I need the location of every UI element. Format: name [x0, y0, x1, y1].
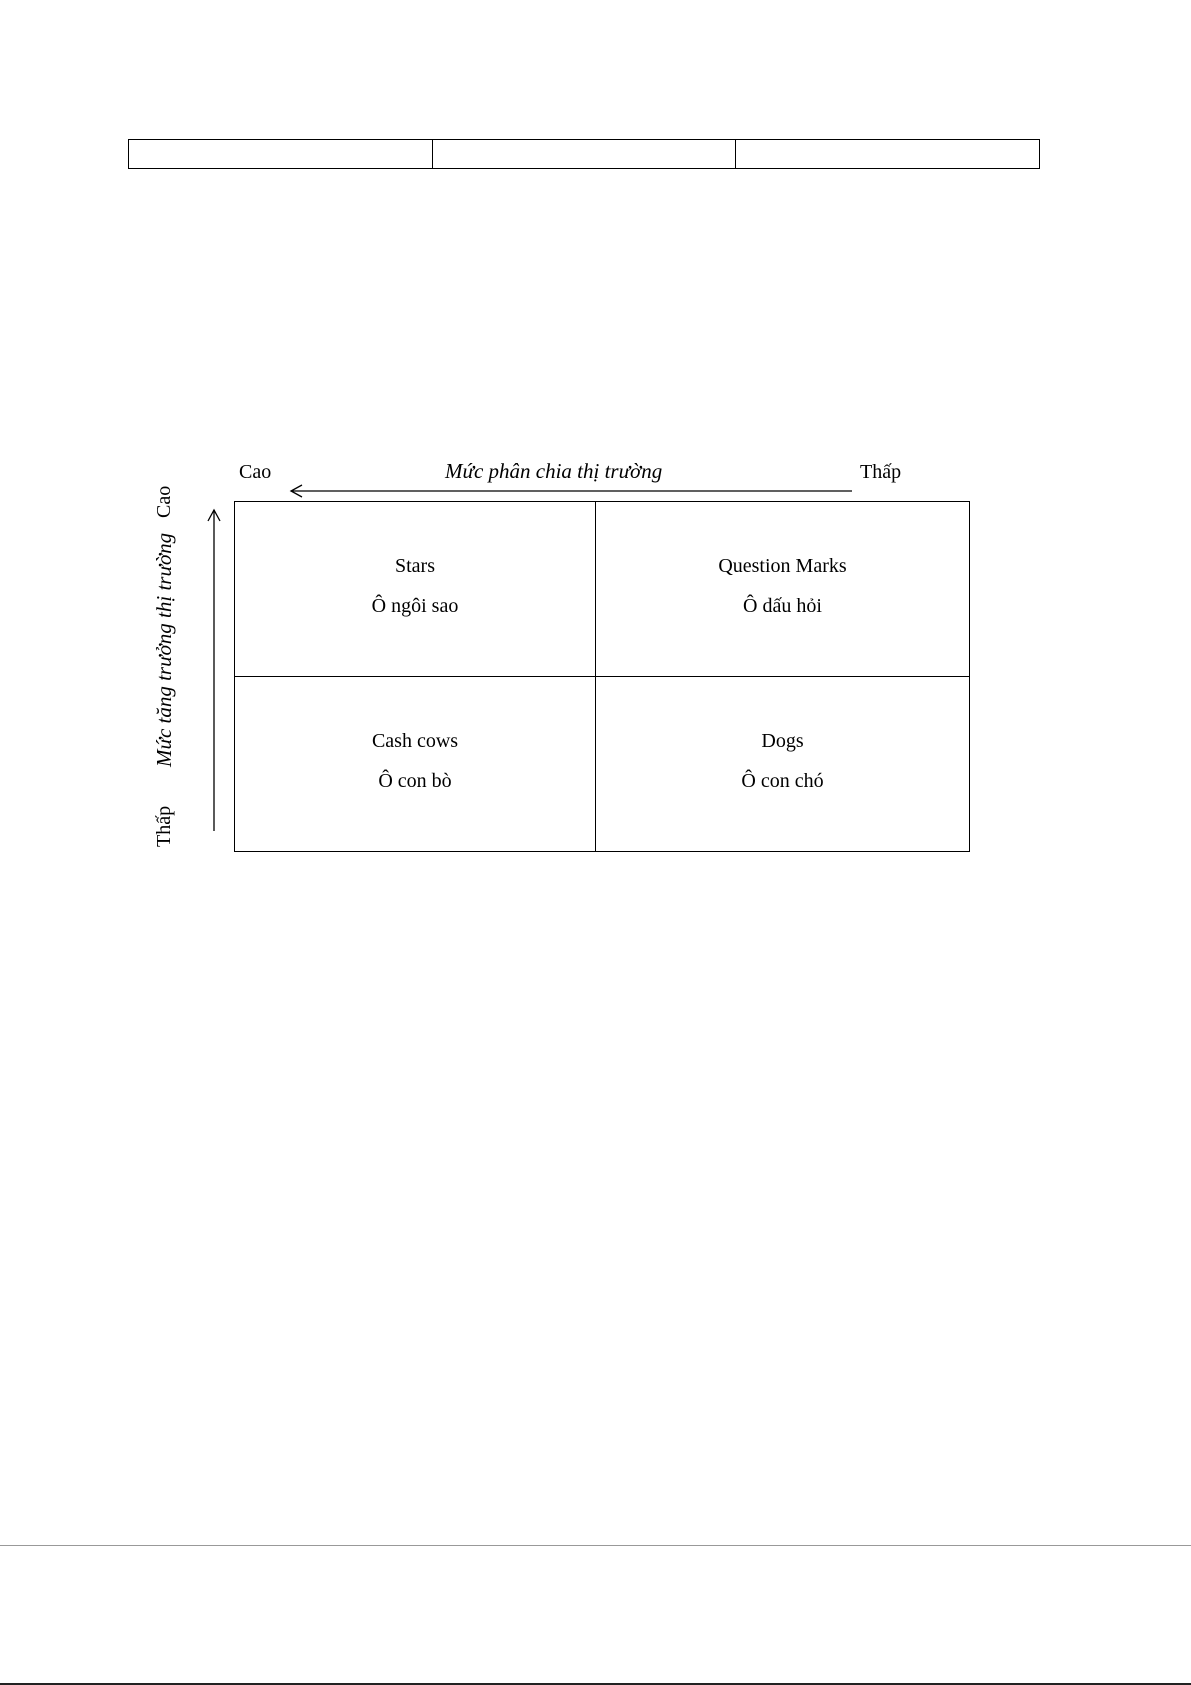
quadrant-label: Dogs: [761, 730, 804, 752]
y-axis-low-label: Thấp: [153, 805, 175, 847]
y-axis-high-label: Cao: [153, 485, 175, 518]
quadrant-translation: Ô con bò: [378, 770, 452, 792]
quadrant-stars: [235, 502, 596, 677]
x-axis-title: Mức phân chia thị trường: [445, 459, 663, 483]
quadrant-label: Stars: [395, 555, 435, 577]
x-axis-high-label: Cao: [239, 461, 272, 483]
quadrant-dogs: [596, 677, 969, 851]
quadrant-translation: Ô dấu hỏi: [743, 595, 822, 617]
quadrant-question-marks: [596, 502, 969, 677]
quadrant-label: Question Marks: [718, 555, 847, 577]
up-arrow-icon: [206, 508, 222, 833]
y-axis-title: Mức tăng trưởng thị trường: [152, 532, 176, 767]
left-arrow-icon: [288, 483, 854, 499]
quadrant-translation: Ô con chó: [741, 770, 824, 792]
table-cell: [129, 140, 433, 169]
empty-table-row: [128, 139, 1040, 169]
quadrant-cash-cows: [235, 677, 596, 851]
bcg-matrix-grid: [234, 501, 970, 852]
x-axis-low-label: Thấp: [860, 461, 902, 483]
footer-divider: [0, 1545, 1191, 1546]
table-cell: [432, 140, 736, 169]
quadrant-translation: Ô ngôi sao: [371, 595, 459, 617]
quadrant-label: Cash cows: [371, 730, 459, 752]
table-cell: [736, 140, 1040, 169]
